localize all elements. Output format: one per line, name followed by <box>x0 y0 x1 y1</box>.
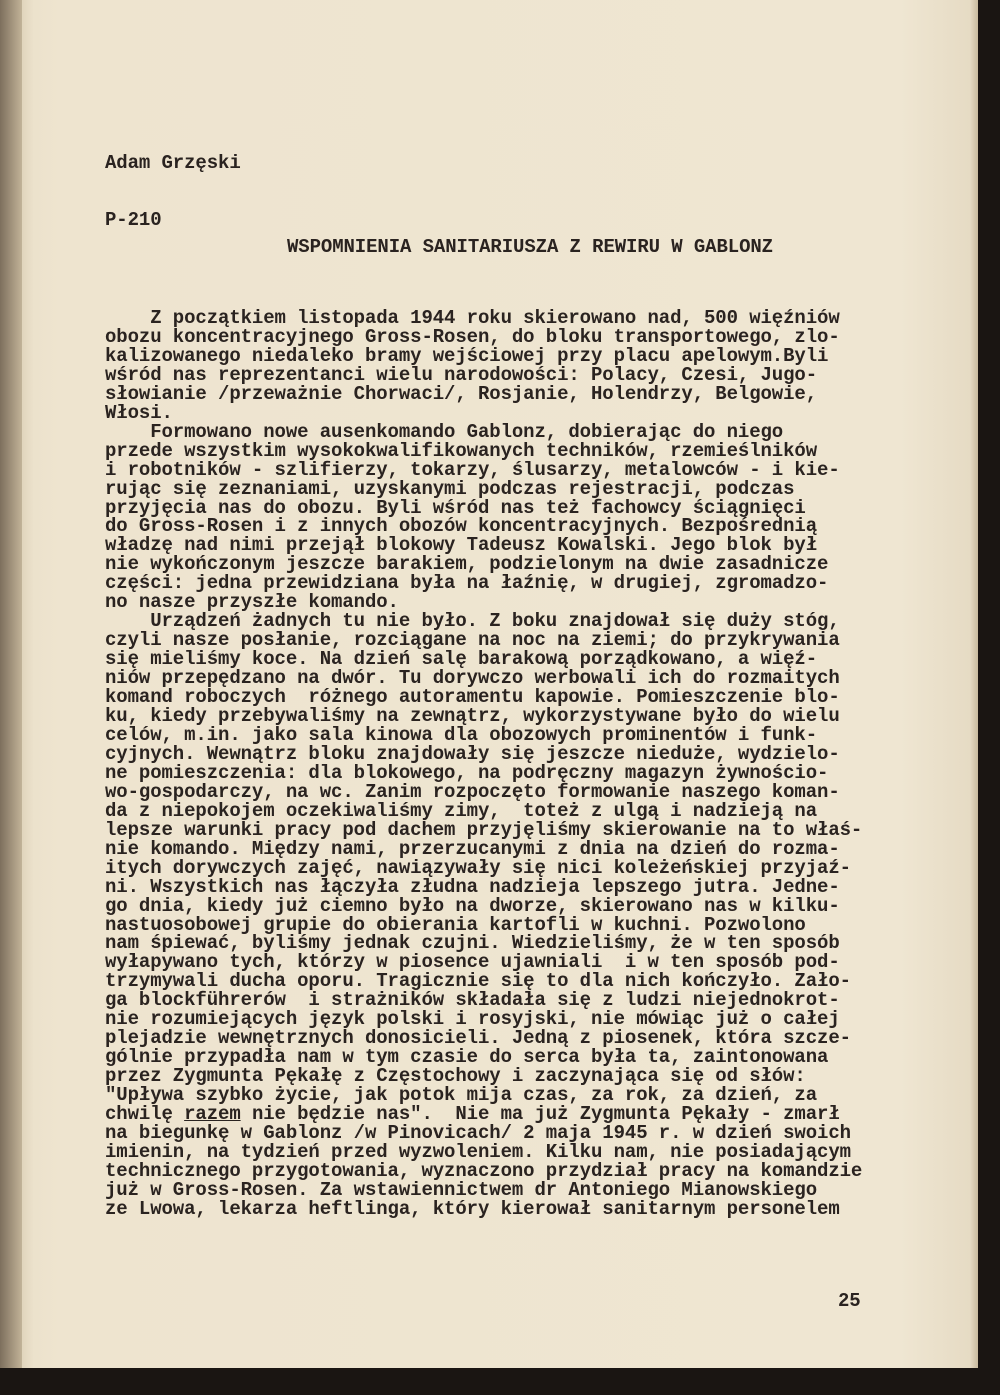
body-text <box>105 309 862 1219</box>
text-line: "Upływa szybko życie, jak potok mija czas, za rok, za dzień, za <box>105 1084 818 1107</box>
text-line: ga blockführerów i strażników składała się z ludzi niejednokrot- <box>105 989 840 1012</box>
text-line: ze Lwowa, lekarza heftlinga, który kierował sanitarnym personelem <box>105 1197 840 1220</box>
text-line: się mieliśmy koce. Na dzień salę barakową porządkowano, a więź- <box>105 648 818 671</box>
text-line: plejadzie wewnętrznych donosicieli. Jedną z piosenek, która szcze- <box>105 1027 851 1050</box>
text-line: przez Zygmunta Pękałę z Częstochowy i zaczynająca się od słów: <box>105 1065 806 1088</box>
text-line: obozu koncentracyjnego Gross-Rosen, do bloku transportowego, zlo- <box>105 325 840 348</box>
text-line: ni. Wszystkich nas łączyła złudna nadzieja lepszego jutra. Jedne- <box>105 875 840 898</box>
text-line: części: jedna przewidziana była na łaźnię, w drugiej, zgromadzo- <box>105 572 829 595</box>
page-fold-shadow <box>0 0 22 1368</box>
text-line: przede wszystkim wysokokwalifikowanych techników, rzemieślników <box>105 439 818 462</box>
text-line: nam śpiewać, byliśmy jednak czujni. Wiedzieliśmy, że w ten sposób <box>105 932 840 955</box>
text-line: Z początkiem listopada 1944 roku skierowano nad, 500 więźniów <box>105 307 840 329</box>
text-line: niów przepędzano na dwór. Tu dorywczo werbowali ich do rozmaitych <box>105 667 840 690</box>
author-number: P-210 <box>105 209 162 231</box>
text-line: Włosi. <box>105 401 173 424</box>
text-line: nie wykończonym jeszcze barakiem, podzielonym na dwie zasadnicze <box>105 553 829 576</box>
text-line: i robotników - szlifierzy, tokarzy, ślusarzy, metalowców - i kie- <box>105 458 840 481</box>
page-number: 25 <box>838 1290 861 1312</box>
author-name: Adam Grzęski <box>105 152 241 174</box>
text-line: nie komando. Między nami, przerzucanymi z dnia na dzień do rozma- <box>105 837 840 860</box>
text-line: no nasze przyszłe komando. <box>105 591 399 614</box>
text-line: cyjnych. Wewnątrz bloku znajdowały się jeszcze nieduże, wydzielo- <box>105 742 840 765</box>
text-line: do Gross-Rosen i z innych obozów koncentracyjnych. Bezpośrednią <box>105 515 818 538</box>
text-line: czyli nasze posłanie, rozciągane na noc na ziemi; do przykrywania <box>105 629 840 652</box>
text-line: wśród nas reprezentanci wielu narodowości: Polacy, Czesi, Jugo- <box>105 363 818 386</box>
text-line: władzę nad nimi przejął blokowy Tadeusz Kowalski. Jego blok był <box>105 534 818 557</box>
text-line: Urządzeń żadnych tu nie było. Z boku znajdował się duży stóg, <box>105 610 840 633</box>
text-line: już w Gross-Rosen. Za wstawiennictwem dr Antoniego Mianowskiego <box>105 1178 818 1201</box>
text-line: nastuosobowej grupie do obierania kartofli w kuchni. Pozwolono <box>105 913 806 936</box>
text-line: go dnia, kiedy już ciemno było na dworze, skierowano nas w kilku- <box>105 894 840 917</box>
text-line: nie rozumiejących język polski i rosyjski, nie mówiąc już o całej <box>105 1008 840 1031</box>
text-line: rując się zeznaniami, uzyskanymi podczas rejestracji, podczas <box>105 477 795 500</box>
text-line: lepsze warunki pracy pod dachem przyjęliśmy skierowanie na to właś- <box>105 818 863 841</box>
text-line: da z niepokojem oczekiwaliśmy zimy, toteż z ulgą i nadzieją na <box>105 799 818 822</box>
underlined-word: razem <box>184 1103 241 1126</box>
text-line: na biegunkę w Gablonz /w Pinovicach/ 2 maja 1945 r. w dzień swoich <box>105 1121 851 1144</box>
text-line: ku, kiedy przebywaliśmy na zewnątrz, wykorzystywane było do wielu <box>105 705 840 728</box>
text-line: kalizowanego niedaleko bramy wejściowej przy placu apelowym.Byli <box>105 344 829 367</box>
text-line: celów, m.in. jako sala kinowa dla obozowych prominentów i funk- <box>105 723 818 746</box>
text-line: komand roboczych różnego autoramentu kapowie. Pomieszczenie blo- <box>105 686 840 709</box>
text-line: itych dorywczych zajęć, nawiązywały się nici koleżeńskiej przyjaź- <box>105 856 851 879</box>
text-line: trzymywali ducha oporu. Tragicznie się to dla nich kończyło. Zało- <box>105 970 851 993</box>
text-line: wo-gospodarczy, na wc. Zanim rozpoczęto formowanie naszego koman- <box>105 780 840 803</box>
text-line: słowianie /przeważnie Chorwaci/, Rosjanie, Holendrzy, Belgowie, <box>105 382 818 405</box>
document-title: WSPOMNIENIA SANITARIUSZA Z REWIRU W GABLONZ <box>287 236 773 258</box>
text-line: ne pomieszczenia: dla blokowego, na podręczny magazyn żywnościo- <box>105 761 829 784</box>
text-line: gólnie przypadła nam w tym czasie do serca była ta, zaintonowana <box>105 1046 829 1069</box>
text-line: przyjęcia nas do obozu. Byli wśród nas też fachowcy ściągnięci <box>105 496 806 519</box>
text-line: Formowano nowe ausenkomando Gablonz, dobierając do niego <box>105 420 784 443</box>
text-line: imienin, na tydzień przed wyzwoleniem. Kilku nam, nie posiadającym <box>105 1140 851 1163</box>
text-line: technicznego przygotowania, wyznaczono przydział pracy na komandzie <box>105 1159 863 1182</box>
text-line: wyłapywano tych, którzy w piosence ujawniali i w ten sposób pod- <box>105 951 840 974</box>
text-line: chwilę razem nie będzie nas". Nie ma już Zygmunta Pękały - zmarł <box>105 1103 840 1126</box>
